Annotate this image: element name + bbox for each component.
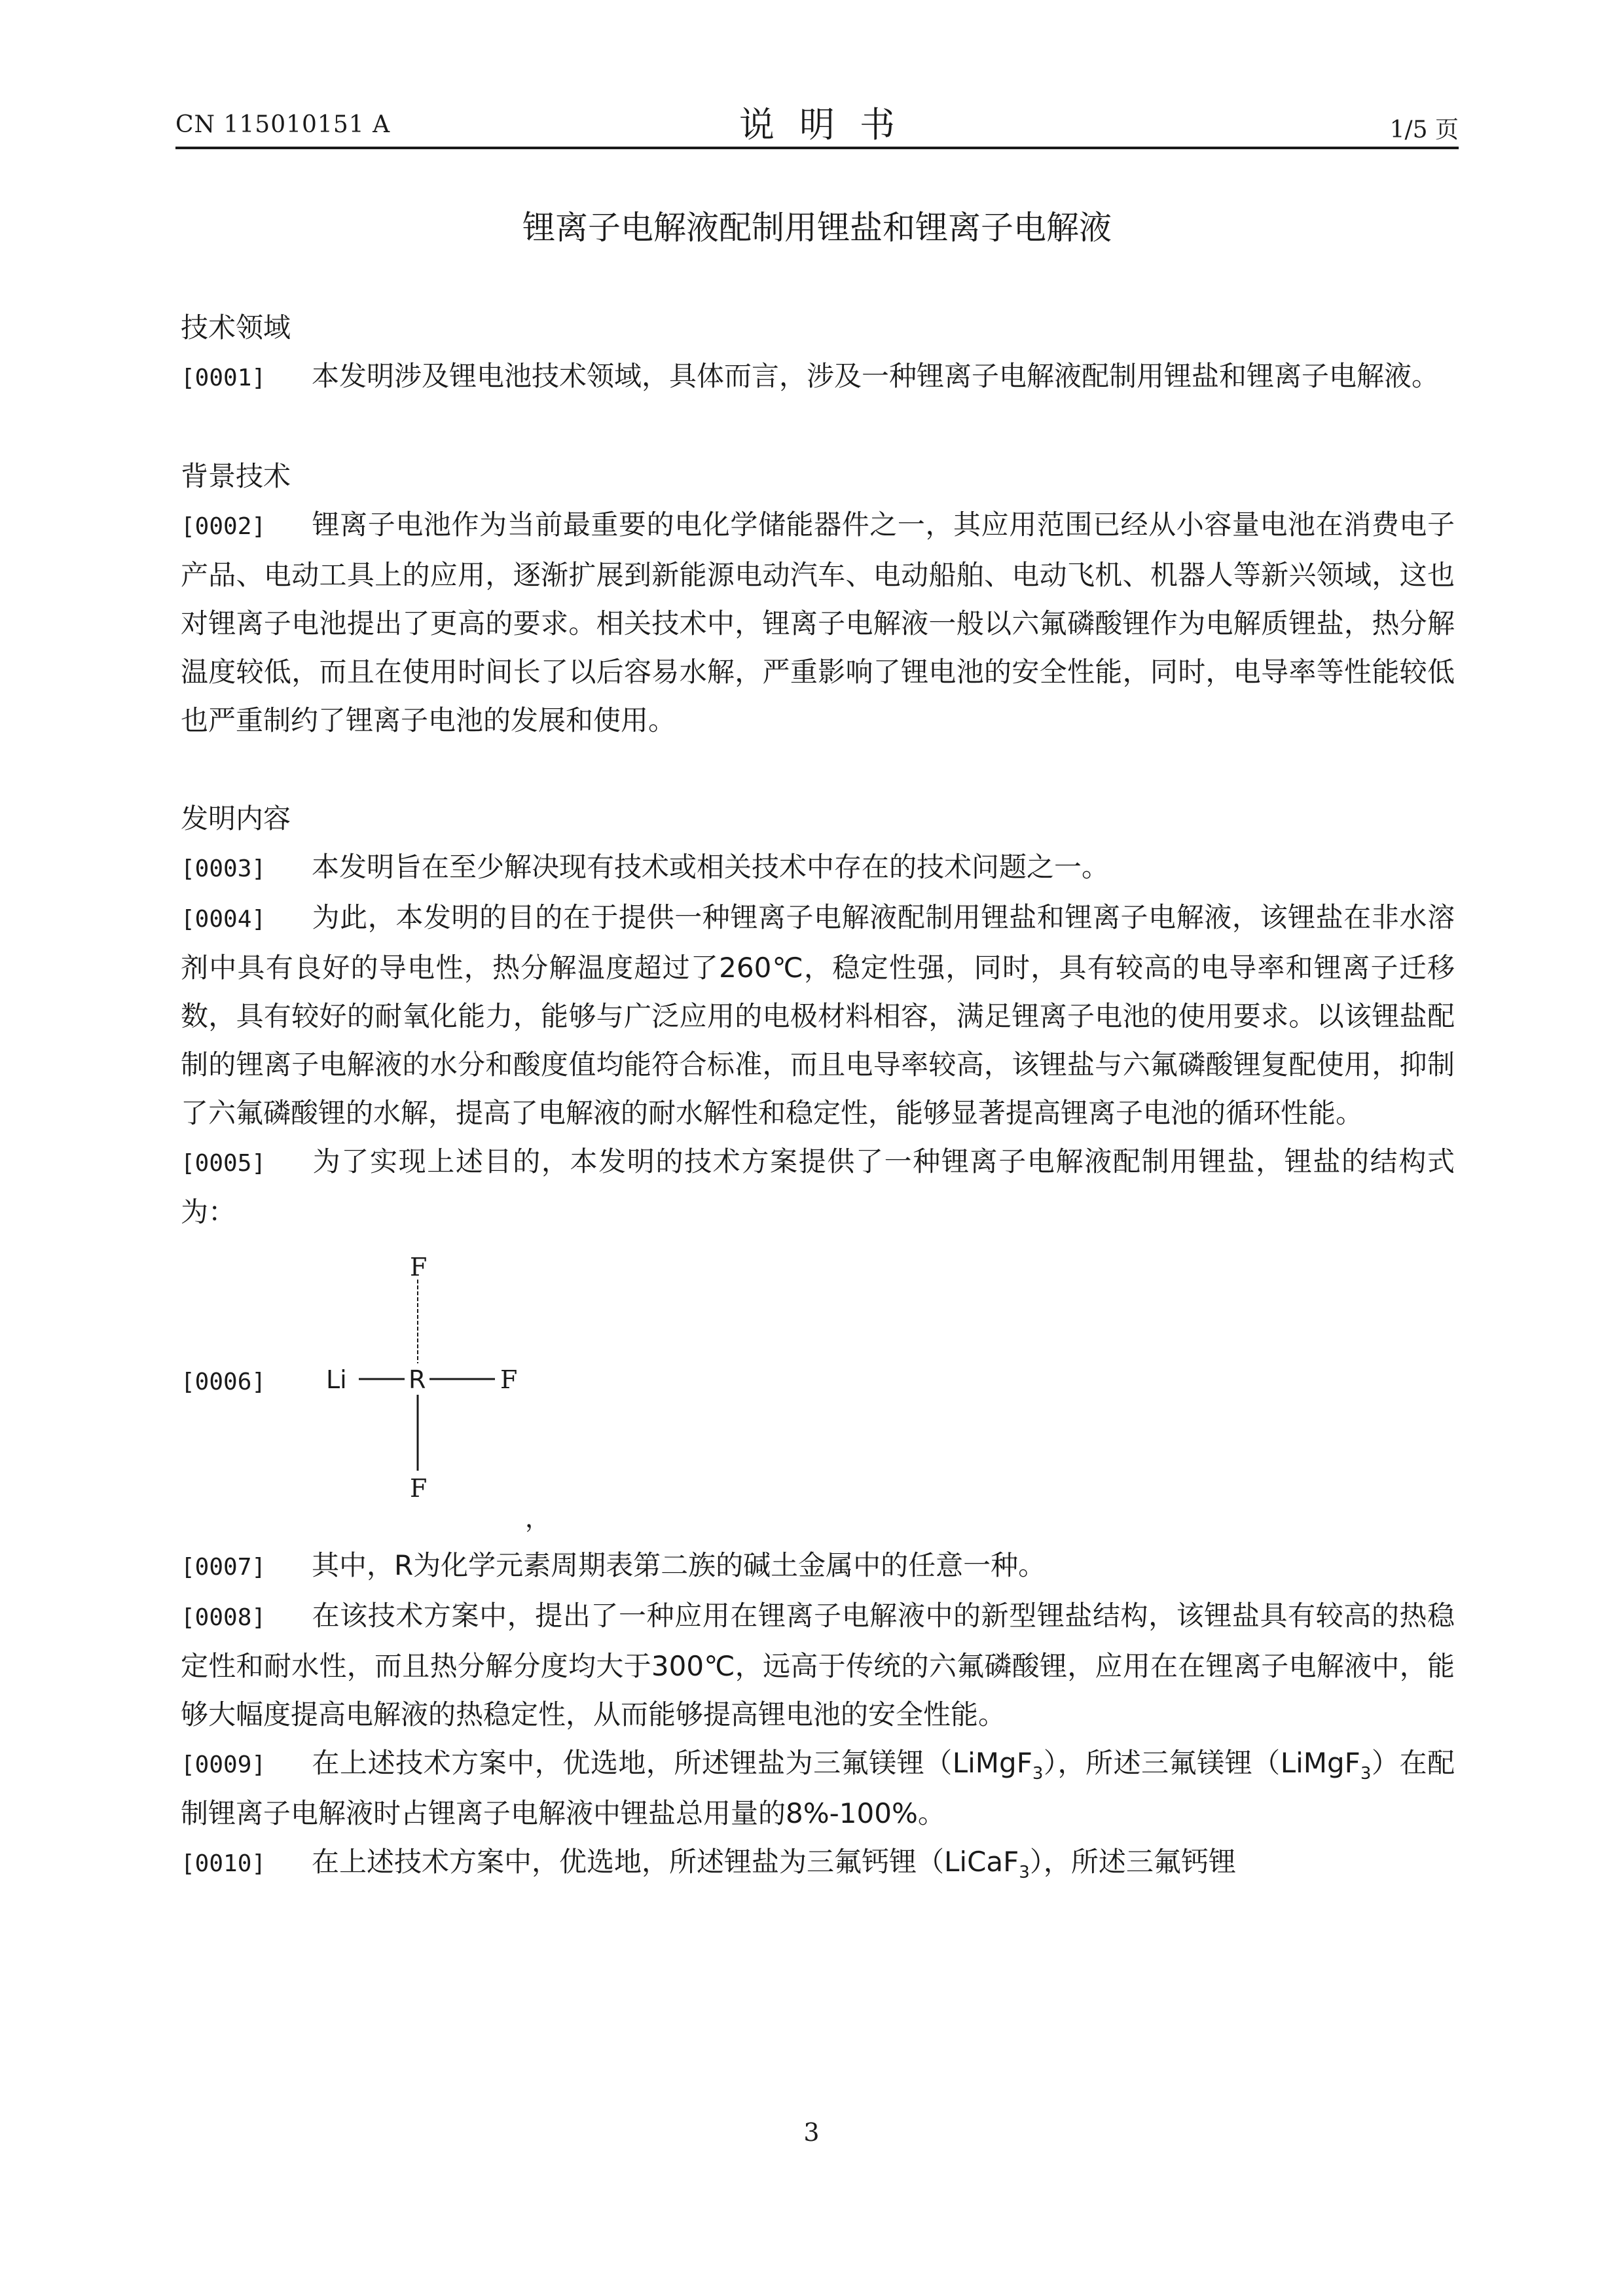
paragraph-0004 [181, 893, 1455, 1138]
spacer [181, 403, 1455, 452]
paragraph-text: 锂离子电池作为当前最重要的电化学储能器件之一，其应用范围已经从小容量电池在消费电子产品、电动工具上的应用，逐渐扩展到新能源电动汽车、电动船舶、电动飞机、机器人等新兴领域，这也对锂离子电池提出了更高的要求。相关技术中，锂离子电解液一般以六氟磷酸锂作为电解质锂盐，热分解温度较低，而且在使用时间长了以后容易水解，严重影响了锂电池的安全性能，同时，电导率等性能较低也严重制约了锂离子电池的发展和使用。 [181, 509, 1455, 736]
subscript: 3 [1019, 1863, 1030, 1882]
publication-number: CN 115010151 A [175, 111, 391, 138]
paragraph-text: 本发明涉及锂电池技术领域，具体而言，涉及一种锂离子电解液配制用锂盐和锂离子电解液。 [312, 360, 1440, 392]
spacer [181, 745, 1455, 795]
paragraph-text: 在该技术方案中，提出了一种应用在锂离子电解液中的新型锂盐结构，该锂盐具有较高的热稳定性和耐水性，而且热分解分度均大于300℃，远高于传统的六氟磷酸锂，应用在在锂离子电解液中，能够大幅度提高电解液的热稳定性，从而能够提高锂电池的安全性能。 [181, 1600, 1455, 1731]
paragraph-number: [0009] [181, 1751, 266, 1778]
page-number-footer: 3 [803, 2118, 820, 2147]
paragraph-number: [0002] [181, 513, 266, 540]
paragraph-0007 [181, 1541, 1455, 1592]
paragraph-text: 为此，本发明的目的在于提供一种锂离子电解液配制用锂盐和锂离子电解液，该锂盐在非水溶剂中具有良好的导电性，热分解温度超过了260℃，稳定性强，同时，具有较高的电导率和锂离子迁移数，具有较好的耐氧化能力，能够与广泛应用的电极材料相容，满足锂离子电池的使用要求。以该锂盐配制的锂离子电解液的水分和酸度值均能符合标准，而且电导率较高，该锂盐与六氟磷酸锂复配使用，抑制了六氟磷酸锂的水解，提高了电解液的耐水解性和稳定性，能够显著提高锂离子电池的循环性能。 [181, 901, 1455, 1129]
section-heading-background: 背景技术 [181, 460, 291, 492]
formula-comma: ， [525, 1504, 551, 1533]
paragraph-number: [0003] [181, 855, 266, 882]
document-body [181, 304, 1455, 1888]
document-type: 说明书 [739, 104, 920, 145]
paragraph-text: 其中，R为化学元素周期表第二族的碱土金属中的任意一种。 [312, 1549, 1046, 1581]
paragraph-0010 [181, 1838, 1455, 1888]
header-rule [175, 147, 1459, 149]
paragraph-number: [0006] [181, 1369, 266, 1395]
paragraph-0008 [181, 1592, 1455, 1739]
atom-r: R [409, 1365, 426, 1394]
paragraph-number: [0001] [181, 365, 266, 391]
paragraph-number: [0004] [181, 906, 266, 933]
paragraph-number: [0008] [181, 1604, 266, 1631]
paragraph-0001 [181, 352, 1455, 403]
page-indicator: 1/5 页 [1389, 117, 1459, 143]
structural-formula [181, 1240, 1455, 1534]
paragraph-number: [0010] [181, 1850, 266, 1877]
paragraph-text: 本发明旨在至少解决现有技术或相关技术中存在的技术问题之一。 [312, 851, 1110, 883]
section-heading-summary: 发明内容 [181, 802, 291, 834]
paragraph-text-a: 在上述技术方案中，优选地，所述锂盐为三氟镁锂（LiMgF [312, 1747, 1032, 1779]
atom-f-right: F [500, 1365, 518, 1394]
subscript: 3 [1032, 1764, 1044, 1784]
paragraph-number: [0005] [181, 1150, 266, 1177]
section-heading-technical-field: 技术领域 [181, 312, 291, 344]
atom-f-top: F [410, 1253, 428, 1282]
paragraph-text-b: ），所述三氟钙锂 [1029, 1846, 1236, 1878]
atom-f-bottom: F [410, 1474, 428, 1503]
subscript: 3 [1360, 1764, 1372, 1784]
page-header [175, 97, 1459, 149]
paragraph-text: 为了实现上述目的，本发明的技术方案提供了一种锂离子电解液配制用锂盐，锂盐的结构式为： [181, 1145, 1455, 1228]
paragraph-0005 [181, 1138, 1455, 1236]
atom-li: Li [326, 1365, 347, 1394]
paragraph-0009 [181, 1739, 1455, 1838]
paragraph-text-b: ），所述三氟镁锂（LiMgF [1043, 1747, 1360, 1779]
document-title: 锂离子电解液配制用锂盐和锂离子电解液 [522, 209, 1112, 247]
paragraph-text-a: 在上述技术方案中，优选地，所述锂盐为三氟钙锂（LiCaF [312, 1846, 1019, 1878]
paragraph-0003 [181, 843, 1455, 893]
paragraph-0002 [181, 501, 1455, 745]
paragraph-number: [0007] [181, 1554, 266, 1581]
paragraph-text-c: ）在配制锂离子电解液时占锂离子电解液中锂盐总用量的8%-100%。 [181, 1747, 1455, 1829]
formula-diagram [312, 1240, 626, 1534]
